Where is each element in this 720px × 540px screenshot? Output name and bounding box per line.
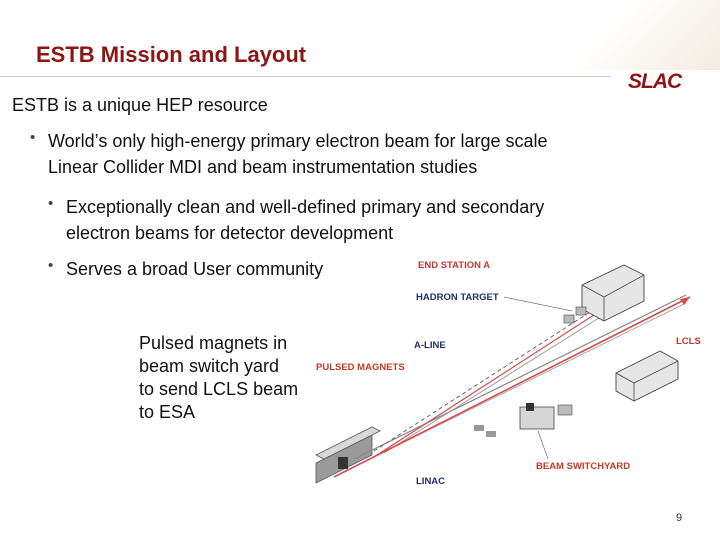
bullet-icon: • — [48, 195, 54, 212]
switchyard-block — [558, 405, 572, 415]
leader-line — [538, 431, 548, 459]
label-beam-switchyard: BEAM SWITCHYARD — [536, 461, 631, 472]
note-line: Pulsed magnets in — [139, 333, 288, 353]
beamline-layout-diagram — [314, 255, 714, 500]
bullet-icon: • — [30, 129, 36, 146]
pulsed-magnets-note — [139, 332, 319, 424]
label-lcls: LCLS — [676, 336, 701, 347]
switchyard-block — [486, 431, 496, 437]
hadron-target-block — [576, 307, 586, 315]
linac-block — [338, 457, 348, 469]
label-pulsed-magnets: PULSED MAGNETS — [316, 362, 405, 373]
bullet-user-community: Serves a broad User community — [66, 259, 324, 279]
bullet-line: World’s only high-energy primary electron beam for large scale — [48, 131, 548, 151]
slac-logo: SLAC — [628, 70, 682, 93]
bullet-line: electron beams for detector development — [66, 223, 394, 243]
note-line: to ESA — [139, 402, 196, 422]
switchyard-block — [526, 403, 534, 411]
intro-text: ESTB is a unique HEP resource — [12, 95, 268, 115]
a-line-dashed — [374, 303, 604, 451]
bullet-world-only — [48, 128, 548, 180]
bullet-line: Linear Collider MDI and beam instrumentation studies — [48, 157, 478, 177]
leader-line — [504, 297, 572, 311]
bullet-line: Exceptionally clean and well-defined primary and secondary — [66, 197, 545, 217]
title-rule — [0, 76, 610, 77]
bullet-icon: • — [48, 257, 54, 274]
slide-title: ESTB Mission and Layout — [36, 42, 307, 67]
label-end-station-a: END STATION A — [418, 260, 491, 271]
lcls-building — [616, 351, 678, 401]
page-number: 9 — [676, 512, 683, 524]
a-line — [384, 311, 610, 453]
corner-decoration — [530, 0, 720, 70]
bullet-clean-beams — [66, 194, 544, 246]
switchyard-block — [474, 425, 484, 431]
end-station-a-building — [582, 265, 644, 321]
note-line: beam switch yard — [139, 356, 280, 376]
label-linac: LINAC — [416, 476, 446, 487]
switchyard-block — [520, 407, 554, 429]
note-line: to send LCLS beam — [139, 379, 299, 399]
hadron-target-block — [564, 315, 574, 323]
label-a-line: A-LINE — [414, 340, 446, 351]
label-hadron-target: HADRON TARGET — [416, 292, 499, 303]
